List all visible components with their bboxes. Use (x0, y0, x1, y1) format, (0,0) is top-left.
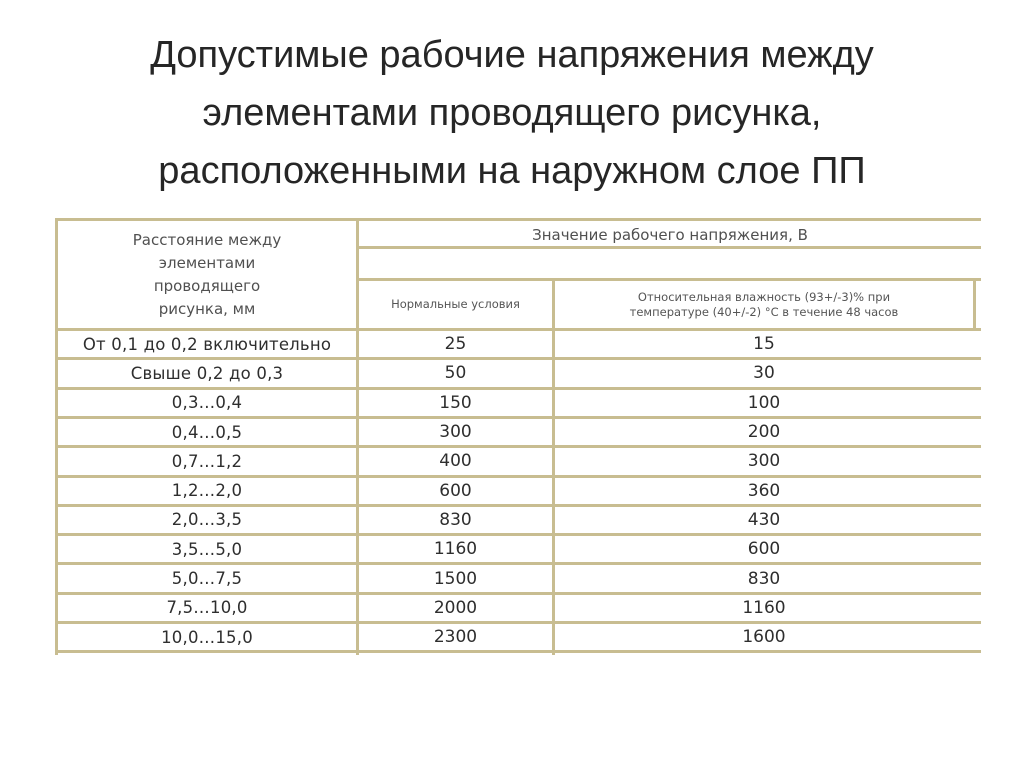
row-distance: 3,5…5,0 (171, 539, 243, 559)
row-normal-voltage: 1500 (433, 568, 478, 589)
row-distance: От 0,1 до 0,2 включительно (82, 334, 332, 354)
row-humid-voltage: 300 (747, 451, 781, 472)
row-normal-voltage: 830 (439, 509, 472, 530)
row-distance: 10,0…15,0 (161, 627, 253, 647)
row-humid-voltage: 430 (747, 509, 781, 530)
row-humid-voltage: 600 (747, 539, 781, 560)
column-divider-right (973, 278, 976, 328)
row-distance: Свыше 0,2 до 0,3 (130, 363, 284, 383)
row-humid-voltage: 830 (747, 568, 781, 589)
voltage-table (55, 218, 981, 655)
header-normal: Нормальные условия (391, 297, 520, 311)
header-humid: Относительная влажность (93+/-3)% при температуре (40+/-2) °С в течение 48 часов (629, 289, 899, 319)
row-humid-voltage: 1600 (742, 627, 786, 648)
row-humid-voltage: 1160 (742, 597, 786, 618)
row-humid-voltage: 200 (747, 422, 781, 443)
row-normal-voltage: 300 (439, 422, 472, 443)
row-distance: 0,7…1,2 (171, 451, 243, 471)
row-normal-voltage: 25 (444, 334, 467, 355)
header-distance: Расстояние между элементами проводящего рисунка, мм (132, 231, 282, 318)
row-normal-voltage: 2300 (433, 627, 478, 648)
header-voltage: Значение рабочего напряжения, В (532, 225, 808, 244)
row-normal-voltage: 1160 (433, 539, 478, 560)
row-distance: 7,5…10,0 (166, 598, 248, 618)
slide-title: Допустимые рабочие напряжения между элементами проводящего рисунка, расположенными на наружном слое ПП (150, 34, 874, 192)
row-distance: 0,3…0,4 (171, 393, 243, 413)
row-humid-voltage: 15 (753, 334, 775, 355)
row-humid-voltage: 360 (747, 480, 781, 501)
row-normal-voltage: 400 (439, 451, 472, 472)
row-distance: 2,0…3,5 (171, 510, 243, 530)
row-humid-voltage: 30 (753, 363, 775, 384)
row-distance: 1,2…2,0 (171, 481, 243, 501)
row-normal-voltage: 600 (439, 480, 472, 501)
row-humid-voltage: 100 (747, 392, 781, 413)
row-normal-voltage: 2000 (433, 597, 478, 618)
row-divider (55, 650, 981, 653)
row-distance: 5,0…7,5 (171, 569, 243, 589)
row-normal-voltage: 150 (439, 392, 472, 413)
row-normal-voltage: 50 (444, 363, 467, 384)
row-distance: 0,4…0,5 (171, 422, 243, 442)
